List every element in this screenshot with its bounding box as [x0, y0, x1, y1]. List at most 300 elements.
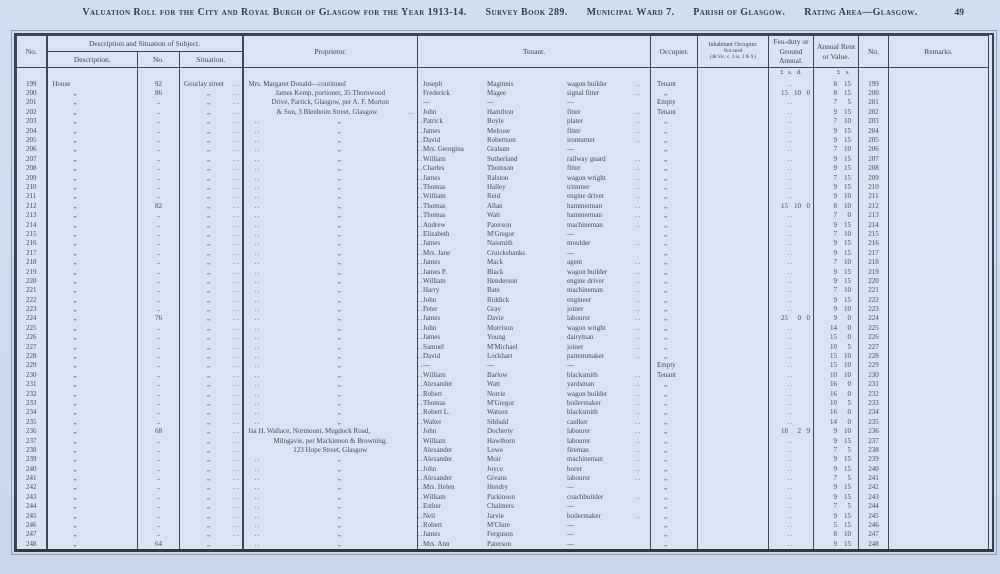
dots: .. [787, 398, 795, 407]
cell-remarks [889, 483, 989, 492]
cell-proprietor [243, 492, 424, 502]
dots: .. [635, 192, 642, 201]
dots: .. [233, 361, 240, 370]
cell-row-no-right: 227 [859, 342, 889, 351]
cell-description: „ [47, 249, 138, 258]
cell-row-no: 219 [17, 267, 47, 276]
cell-tenant [418, 80, 651, 89]
ditto-mark: „ [206, 530, 211, 539]
rent-pounds: 10 [830, 398, 837, 407]
rent-pounds: 7 [833, 145, 837, 154]
cell-proprietor [243, 333, 424, 342]
dots: .. [254, 220, 261, 229]
dots: .. [787, 464, 795, 473]
tenant-surname: Henderson [487, 276, 518, 285]
cell-tenant [418, 389, 651, 398]
dots: .. [417, 352, 424, 361]
cell-tenant [418, 89, 651, 98]
cell-street-no: .. [138, 126, 180, 135]
cell-situation [180, 258, 243, 267]
dots: .. [254, 483, 261, 492]
tenant-surname: Hamilton [487, 107, 514, 116]
cell-remarks [889, 258, 989, 267]
cell-feu-duty [769, 277, 814, 286]
cell-inhabitant-occupier [698, 465, 769, 474]
dots: .. [787, 530, 795, 539]
tenant-occupation: — [567, 539, 574, 548]
cell-row-no: 208 [17, 164, 47, 173]
dots: .. [233, 211, 240, 220]
ditto-mark: „ [651, 126, 698, 135]
feu-flex [771, 380, 811, 389]
ditto-mark: „ [337, 530, 341, 539]
tenant-flex [420, 324, 648, 333]
feu-value: 0 [797, 314, 801, 323]
cell-description: „ [47, 98, 138, 107]
tenant-forename: Alexander [423, 380, 453, 389]
proprietor-flex [246, 530, 434, 539]
rent-flex [816, 239, 856, 248]
rent-shillings: 15 [844, 173, 851, 182]
feu-value: 10 [794, 89, 801, 98]
tenant-flex [420, 239, 648, 248]
dots: .. [254, 333, 261, 342]
rent-pounds: 14 [830, 417, 837, 426]
tenant-forename: William [423, 492, 446, 501]
cell-situation [180, 324, 243, 333]
situation-flex [182, 465, 240, 474]
dots: .. [417, 229, 424, 238]
cell-row-no-right: 238 [859, 446, 889, 455]
rent-flex [816, 493, 856, 502]
cell-blank [651, 68, 698, 80]
rent-flex [816, 268, 856, 277]
proprietor-flex [246, 361, 434, 370]
cell-tenant [418, 427, 651, 436]
situation-flex [182, 399, 240, 408]
tenant-forename: Thomas [423, 398, 446, 407]
cell-feu-duty [769, 502, 814, 511]
cell-inhabitant-occupier [698, 483, 769, 492]
cell-row-no-right: 243 [859, 493, 889, 502]
rent-shillings: 5 [847, 398, 851, 407]
situation-flex [182, 117, 240, 126]
cell-remarks [889, 183, 989, 192]
cell-feu-duty [769, 446, 814, 455]
cell-feu-duty [769, 89, 814, 98]
dots: .. [787, 267, 795, 276]
situation-flex [182, 164, 240, 173]
tenant-occupation: labourer [567, 474, 591, 483]
tenant-occupation: signal fitter [567, 89, 600, 98]
cell-remarks [889, 145, 989, 154]
dots: .. [635, 492, 642, 501]
feu-flex [771, 268, 811, 277]
tenant-forename: Thomas [423, 211, 446, 220]
feu-flex [771, 98, 811, 107]
tenant-occupation: — [567, 483, 574, 492]
dots: .. [635, 408, 642, 417]
cell-row-no-right: 246 [859, 521, 889, 530]
cell-situation [180, 89, 243, 98]
cell-annual-rent [814, 380, 859, 389]
rent-pounds: 7 [833, 117, 837, 126]
tenant-surname: Jarvie [487, 511, 504, 520]
situation-flex [182, 530, 240, 539]
cell-annual-rent [814, 126, 859, 135]
tenant-forename: John [423, 323, 437, 332]
cell-remarks [889, 314, 989, 323]
tenant-flex [420, 211, 648, 220]
proprietor-flex [246, 164, 434, 173]
cell-tenant [418, 314, 651, 323]
rent-shillings: 10 [844, 352, 851, 361]
cell-row-no-right: 208 [859, 164, 889, 173]
rent-shillings: 15 [844, 455, 851, 464]
cell-annual-rent [814, 361, 859, 370]
cell-inhabitant-occupier [698, 540, 769, 549]
feu-flex [771, 174, 811, 183]
tenant-flex [420, 483, 648, 492]
ditto-mark: „ [206, 370, 211, 379]
cell-proprietor [243, 446, 418, 455]
table-body [17, 68, 989, 550]
cell-description: „ [47, 408, 138, 417]
ditto-mark: „ [206, 445, 211, 454]
ditto-mark: „ [337, 126, 341, 135]
cell-street-no: .. [138, 98, 180, 107]
cell-inhabitant-occupier [698, 183, 769, 192]
tenant-forename: Samuel [423, 342, 444, 351]
dots: .. [787, 305, 795, 314]
feu-flex [771, 230, 811, 239]
cell-annual-rent [814, 530, 859, 539]
table-row [17, 352, 989, 361]
dots: .. [787, 539, 795, 548]
dots: .. [635, 314, 642, 323]
dots: .. [233, 89, 240, 98]
dots: .. [787, 145, 795, 154]
proprietor-flex [246, 268, 434, 277]
tenant-surname: Black [487, 267, 504, 276]
dots: .. [417, 417, 424, 426]
feu-value: 10 [794, 201, 801, 210]
cell-tenant [418, 502, 651, 511]
cell-feu-duty [769, 361, 814, 370]
cell-description: House [47, 80, 138, 89]
table-row [17, 511, 989, 520]
cell-row-no-right: 214 [859, 220, 889, 229]
cell-situation [180, 333, 243, 342]
cell-occupier: Tenant [651, 108, 698, 117]
tenant-forename: James [423, 333, 441, 342]
proprietor-flex [246, 145, 434, 154]
rent-pounds: 9 [833, 192, 837, 201]
ditto-mark: „ [337, 323, 341, 332]
feu-flex [771, 296, 811, 305]
ditto-mark: „ [337, 182, 341, 191]
tenant-occupation: wagon wright [567, 323, 606, 332]
cell-row-no-right: 204 [859, 126, 889, 135]
table-row [17, 474, 989, 483]
cell-blank [418, 68, 651, 80]
rent-shillings: 5 [847, 502, 851, 511]
tenant-forename: Peter [423, 305, 438, 314]
cell-remarks [889, 333, 989, 342]
ditto-mark: „ [337, 211, 341, 220]
ditto-mark: „ [206, 352, 211, 361]
cell-description: „ [47, 427, 138, 436]
dots: .. [254, 464, 261, 473]
rent-pounds: 9 [833, 154, 837, 163]
rent-shillings: 10 [844, 145, 851, 154]
cell-row-no-right: 219 [859, 267, 889, 276]
ditto-mark: „ [206, 361, 211, 370]
ditto-mark: „ [206, 173, 211, 182]
cell-remarks [889, 446, 989, 455]
rent-flex [816, 371, 856, 380]
rent-shillings: 10 [844, 286, 851, 295]
proprietor-flex [246, 296, 434, 305]
dots: .. [233, 295, 240, 304]
dots: .. [233, 258, 240, 267]
cell-inhabitant-occupier [698, 389, 769, 398]
cell-feu-duty [769, 239, 814, 248]
tenant-surname: Lockhart [487, 352, 513, 361]
cell-description: „ [47, 183, 138, 192]
cell-tenant [418, 108, 651, 117]
cell-annual-rent [814, 183, 859, 192]
cell-street-no: 64 [138, 540, 180, 549]
dots: .. [417, 342, 424, 351]
table-row [17, 380, 989, 389]
tenant-occupation: wagon builder [567, 79, 608, 88]
cell-row-no: 217 [17, 249, 47, 258]
tenant-surname: Docherty [487, 427, 514, 436]
situation-flex [182, 493, 240, 502]
situation-flex [182, 239, 240, 248]
cell-inhabitant-occupier [698, 192, 769, 201]
dots: .. [635, 380, 642, 389]
cell-situation [180, 295, 243, 304]
feu-flex [771, 493, 811, 502]
dots: .. [635, 427, 642, 436]
cell-feu-duty [769, 408, 814, 417]
tenant-flex [420, 437, 648, 446]
dots: .. [233, 511, 240, 520]
col-header-annual-rent: Annual Rent or Value. [814, 36, 859, 68]
tenant-occupation: dairyman [567, 333, 594, 342]
cell-annual-rent [814, 483, 859, 492]
dots: .. [233, 145, 240, 154]
dots: .. [254, 342, 261, 351]
cell-situation [180, 192, 243, 201]
cell-situation [180, 455, 243, 464]
cell-tenant [418, 230, 651, 239]
tenant-surname: Gray [487, 305, 501, 314]
rent-pounds: 7 [833, 211, 837, 220]
rent-flex [816, 418, 856, 427]
rent-flex [816, 474, 856, 483]
ditto-mark: „ [206, 164, 211, 173]
cell-row-no: 221 [17, 286, 47, 295]
ditto-mark: „ [651, 239, 698, 248]
dots: .. [233, 305, 240, 314]
proprietor-flex [246, 258, 434, 267]
tenant-forename: James [423, 530, 441, 539]
ditto-mark: „ [206, 136, 211, 145]
cell-remarks [889, 164, 989, 173]
cell-inhabitant-occupier [698, 380, 769, 389]
ditto-mark: „ [651, 333, 698, 342]
rent-shillings: 15 [844, 511, 851, 520]
ditto-mark: „ [651, 136, 698, 145]
rent-flex [816, 127, 856, 136]
tenant-surname: Mack [487, 258, 503, 267]
tenant-forename: James [423, 258, 441, 267]
feu-flex [771, 164, 811, 173]
cell-description: „ [47, 371, 138, 380]
table-row [17, 117, 989, 126]
cell-row-no-right: 236 [859, 427, 889, 436]
feu-flex [771, 145, 811, 154]
ditto-mark: „ [206, 258, 211, 267]
rent-flex [816, 502, 856, 511]
table-row [17, 249, 989, 258]
feu-flex [771, 333, 811, 342]
cell-row-no: 228 [17, 352, 47, 361]
dots: .. [787, 220, 795, 229]
rent-pounds: 9 [833, 295, 837, 304]
cell-description: „ [47, 389, 138, 398]
cell-description: „ [47, 305, 138, 314]
tenant-flex [420, 89, 648, 98]
ditto-mark: „ [206, 521, 211, 530]
dots: .. [254, 511, 261, 520]
cell-row-no: 241 [17, 474, 47, 483]
ditto-mark: „ [651, 183, 698, 192]
dots: .. [635, 342, 642, 351]
cell-row-no: 236 [17, 427, 47, 436]
cell-remarks [889, 173, 989, 182]
tenant-flex [420, 155, 648, 164]
cell-inhabitant-occupier [698, 267, 769, 276]
cell-street-no: .. [138, 258, 180, 267]
cell-row-no-right: 224 [859, 314, 889, 323]
dots: .. [254, 248, 261, 257]
tenant-forename: Thomas [423, 201, 446, 210]
table-row [17, 389, 989, 398]
proprietor-flex [246, 324, 434, 333]
ditto-mark: „ [651, 145, 698, 154]
cell-inhabitant-occupier [698, 474, 769, 483]
cell-feu-duty [769, 117, 814, 126]
ditto-mark: „ [651, 173, 698, 182]
rent-pounds: 15 [830, 361, 837, 370]
table-row [17, 145, 989, 154]
cell-row-no-right: 203 [859, 117, 889, 126]
cell-street-no: .. [138, 108, 180, 117]
cell-row-no: 235 [17, 418, 47, 427]
proprietor-text: & Son, 3 Blenheim Street, Glasgow [276, 107, 378, 116]
dots: .. [635, 220, 642, 229]
dots: .. [254, 173, 261, 182]
cell-blank [138, 68, 180, 80]
dots: .. [417, 305, 424, 314]
tenant-surname: Halley [487, 182, 506, 191]
ditto-mark: „ [206, 389, 211, 398]
rent-pounds: 10 [830, 370, 837, 379]
tenant-surname: Davie [487, 314, 504, 323]
cell-proprietor [243, 108, 418, 117]
tenant-forename: Robert L. [423, 408, 450, 417]
cell-inhabitant-occupier [698, 418, 769, 427]
tenant-surname: Watt [487, 380, 501, 389]
tenant-surname: Morrison [487, 323, 514, 332]
ditto-mark: „ [651, 418, 698, 427]
tenant-forename: James [423, 173, 441, 182]
cell-proprietor [243, 474, 424, 483]
tenant-forename: Neil [423, 511, 436, 520]
dots: .. [787, 342, 795, 351]
ditto-mark: „ [337, 136, 341, 145]
tenant-surname: Barlow [487, 370, 508, 379]
cell-tenant [418, 474, 651, 483]
rent-shillings: 10 [844, 370, 851, 379]
feu-flex [771, 512, 811, 521]
ditto-mark: „ [206, 539, 211, 548]
dots: .. [635, 286, 642, 295]
dots: .. [233, 370, 240, 379]
cell-remarks [889, 80, 989, 89]
dots: .. [254, 530, 261, 539]
dots: .. [417, 398, 424, 407]
cell-row-no: 240 [17, 465, 47, 474]
dots: .. [417, 389, 424, 398]
cell-remarks [889, 277, 989, 286]
tenant-flex [420, 80, 648, 89]
proprietor-flex [246, 314, 434, 323]
proprietor-flex [246, 512, 434, 521]
dots: .. [787, 492, 795, 501]
cell-remarks [889, 399, 989, 408]
dots: .. [254, 352, 261, 361]
cell-row-no-right: 226 [859, 333, 889, 342]
cell-street-no: .. [138, 286, 180, 295]
situation-flex [182, 174, 240, 183]
cell-tenant [418, 455, 651, 464]
ditto-mark: „ [651, 220, 698, 229]
ditto-mark: „ [651, 483, 698, 492]
feu-flex [771, 474, 811, 483]
tenant-surname: Reid [487, 192, 501, 201]
feu-flex [771, 183, 811, 192]
table-row [17, 183, 989, 192]
ditto-mark: „ [651, 202, 698, 211]
cell-description: „ [47, 164, 138, 173]
rent-pounds: 7 [833, 229, 837, 238]
rent-flex [816, 164, 856, 173]
cell-feu-duty [769, 80, 814, 89]
ditto-mark: „ [206, 511, 211, 520]
dots: .. [635, 455, 642, 464]
cell-tenant [418, 418, 651, 427]
situation-flex [182, 352, 240, 361]
cell-annual-rent [814, 202, 859, 211]
tenant-flex [420, 174, 648, 183]
rent-flex [816, 408, 856, 417]
dots: .. [254, 323, 261, 332]
